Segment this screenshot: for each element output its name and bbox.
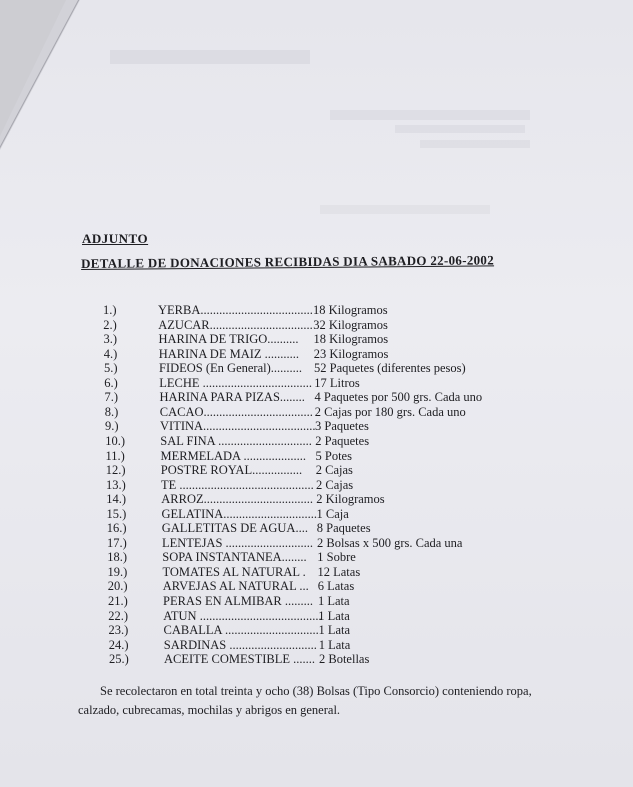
item-quantity: 23 Kilogramos: [313, 346, 389, 361]
item-quantity: 18 Kilogramos: [313, 303, 388, 317]
item-number: 24.): [108, 637, 129, 652]
item-number: 5.): [104, 361, 118, 376]
item-quantity: 2 Botellas: [319, 652, 370, 667]
item-number: 16.): [106, 521, 127, 536]
item-quantity: 1 Lata: [318, 637, 351, 652]
item-quantity: 5 Potes: [315, 448, 352, 463]
item-number: 25.): [109, 652, 129, 667]
item-number: 20.): [107, 579, 128, 594]
item-name: MERMELADA ....................: [160, 448, 306, 463]
item-name: AZUCAR.................................: [158, 317, 313, 332]
item-name: GALLETITAS DE AGUA....: [161, 521, 308, 536]
item-number: 2.): [103, 317, 117, 332]
item-number: 13.): [106, 477, 126, 492]
bleed-through-mark: [110, 50, 310, 64]
bleed-through-mark: [420, 140, 530, 148]
item-quantity: 1 Lata: [318, 594, 350, 608]
item-quantity: 2 Paquetes: [315, 433, 370, 448]
item-number: 17.): [107, 535, 127, 550]
item-quantity: 1 Lata: [318, 608, 350, 623]
item-quantity: 32 Kilogramos: [313, 317, 388, 332]
item-number: 11.): [105, 448, 125, 463]
item-quantity: 1 Caja: [316, 506, 349, 521]
item-quantity: 6 Latas: [317, 579, 355, 594]
item-number: 23.): [108, 623, 129, 638]
item-number: 18.): [107, 550, 128, 565]
item-name: SARDINAS ............................: [163, 637, 317, 652]
bleed-through-mark: [395, 125, 525, 133]
item-number: 19.): [107, 564, 128, 579]
item-quantity: 2 Cajas: [316, 477, 354, 492]
item-name: TOMATES AL NATURAL .: [162, 564, 306, 579]
item-quantity: 2 Cajas por 180 grs. Cada uno: [314, 404, 466, 419]
item-name: HARINA PARA PIZAS........: [159, 390, 305, 405]
item-quantity: 18 Kilogramos: [313, 332, 389, 347]
item-quantity: 52 Paquetes (diferentes pesos): [314, 361, 466, 376]
item-name: LECHE ...................................: [159, 375, 313, 390]
item-quantity: 2 Cajas: [315, 463, 353, 478]
item-quantity: 3 Paquetes: [315, 419, 369, 434]
item-name: PERAS EN ALMIBAR .........: [163, 594, 314, 608]
item-name: HARINA DE MAIZ ...........: [158, 346, 300, 361]
item-quantity: 1 Lata: [318, 623, 351, 638]
item-name: CABALLA ..............................: [163, 623, 319, 638]
document-subheading: DETALLE DE DONACIONES RECIBIDAS DIA SABADO 22-06-2002: [81, 252, 495, 271]
item-name: ACEITE COMESTIBLE .......: [164, 652, 316, 667]
item-number: 14.): [106, 492, 127, 507]
item-number: 1.): [103, 303, 117, 317]
item-quantity: 12 Latas: [317, 564, 361, 579]
bleed-through-mark: [320, 205, 490, 214]
item-number: 12.): [105, 463, 126, 478]
item-name: LENTEJAS ............................: [162, 535, 314, 550]
bleed-through-mark: [330, 110, 530, 120]
item-quantity: 2 Kilogramos: [316, 492, 385, 507]
item-number: 7.): [104, 390, 119, 405]
item-number: 3.): [103, 332, 118, 347]
document-heading: ADJUNTO: [82, 231, 149, 246]
item-quantity: 1 Sobre: [317, 550, 356, 565]
item-quantity: 2 Bolsas x 500 grs. Cada una: [317, 535, 463, 550]
item-number: 15.): [106, 506, 127, 521]
footer-paragraph: Se recolectaron en total treinta y ocho (38) Bolsas (Tipo Consorcio) conteniendo ropa, calzado, cubrecamas, mochilas y abrigos en general.: [78, 684, 532, 717]
item-number: 4.): [103, 346, 118, 361]
item-name: HARINA DE TRIGO..........: [158, 332, 299, 347]
item-number: 6.): [104, 375, 118, 390]
item-quantity: 8 Paquetes: [316, 521, 371, 536]
item-quantity: 4 Paquetes por 500 grs. Cada uno: [314, 390, 483, 405]
item-name: POSTRE ROYAL................: [160, 463, 303, 478]
item-number: 10.): [105, 433, 126, 448]
item-name: SOPA INSTANTANEA........: [162, 550, 307, 565]
folded-corner-shadow: [0, 0, 66, 136]
item-name: GELATINA..............................: [161, 506, 318, 521]
item-name: FIDEOS (En General)..........: [159, 361, 303, 376]
item-name: ATUN .......................................: [163, 608, 322, 623]
item-name: ARROZ...................................: [161, 492, 313, 507]
item-number: 9.): [105, 419, 119, 434]
item-name: SAL FINA ..............................: [160, 433, 312, 448]
item-number: 21.): [108, 594, 128, 608]
item-quantity: 17 Litros: [314, 375, 360, 390]
item-name: ARVEJAS AL NATURAL ...: [162, 579, 309, 594]
item-number: 22.): [108, 608, 129, 623]
item-name: YERBA....................................: [158, 303, 313, 317]
item-number: 8.): [104, 404, 119, 419]
item-name: VITINA....................................: [160, 419, 316, 434]
item-name: CACAO...................................: [159, 404, 313, 419]
item-name: TE ...........................................: [161, 477, 314, 492]
